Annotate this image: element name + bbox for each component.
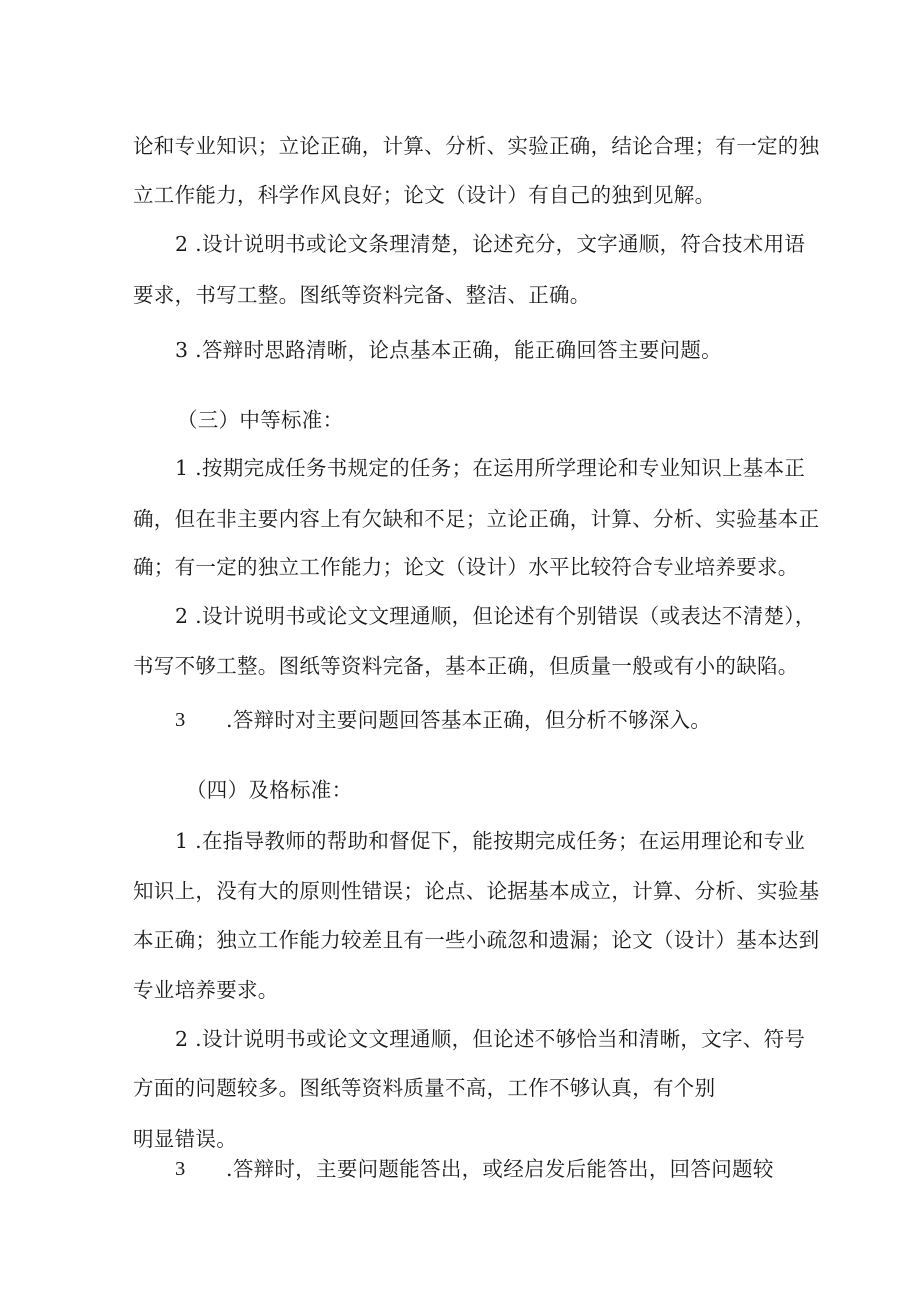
text-line: 要求，书写工整。图纸等资料完备、整洁、正确。	[133, 283, 591, 307]
section-heading: （四）及格标准：	[186, 778, 353, 802]
text-line: .答辩时，主要问题能答出，或经启发后能答出，回答问题较	[226, 1157, 774, 1181]
text-line: 方面的问题较多。图纸等资料质量不高，工作不够认真，有个别	[133, 1076, 716, 1100]
text-line: 确；有一定的独立工作能力；论文（设计）水平比较符合专业培养要求。	[133, 555, 799, 579]
text-line: 论和专业知识；立论正确，计算、分析、实验正确，结论合理；有一定的独	[133, 134, 820, 158]
text-line: 确，但在非主要内容上有欠缺和不足；立论正确，计算、分析、实验基本正	[133, 507, 820, 531]
section-heading: （三）中等标准：	[177, 408, 344, 432]
item-number: 3	[175, 1158, 186, 1180]
text-line: 专业培养要求。	[133, 978, 279, 1002]
text-line: 1 .按期完成任务书规定的任务；在运用所学理论和专业知识上基本正	[175, 456, 806, 480]
text-line: 2 .设计说明书或论文文理通顺，但论述不够恰当和清晰，文字、符号	[175, 1027, 806, 1051]
text-line: 1 .在指导教师的帮助和督促下，能按期完成任务；在运用理论和专业	[175, 829, 806, 853]
text-line: 3 .答辩时思路清晰，论点基本正确，能正确回答主要问题。	[175, 338, 722, 362]
text-line: 立工作能力，科学作风良好；论文（设计）有自己的独到见解。	[133, 183, 716, 207]
text-line: .答辩时对主要问题回答基本正确，但分析不够深入。	[226, 708, 712, 732]
text-line: 2 .设计说明书或论文条理清楚，论述充分，文字通顺，符合技术用语	[175, 232, 806, 256]
text-line: 2 .设计说明书或论文文理通顺，但论述有个别错误（或表达不清楚），	[175, 604, 816, 628]
item-number: 3	[175, 709, 186, 731]
text-line: 本正确；独立工作能力较差且有一些小疏忽和遗漏；论文（设计）基本达到	[133, 928, 820, 952]
text-line: 明显错误。	[133, 1127, 237, 1151]
text-line: 知识上，没有大的原则性错误；论点、论据基本成立，计算、分析、实验基	[133, 879, 820, 903]
text-line: 书写不够工整。图纸等资料完备，基本正确，但质量一般或有小的缺陷。	[133, 654, 799, 678]
